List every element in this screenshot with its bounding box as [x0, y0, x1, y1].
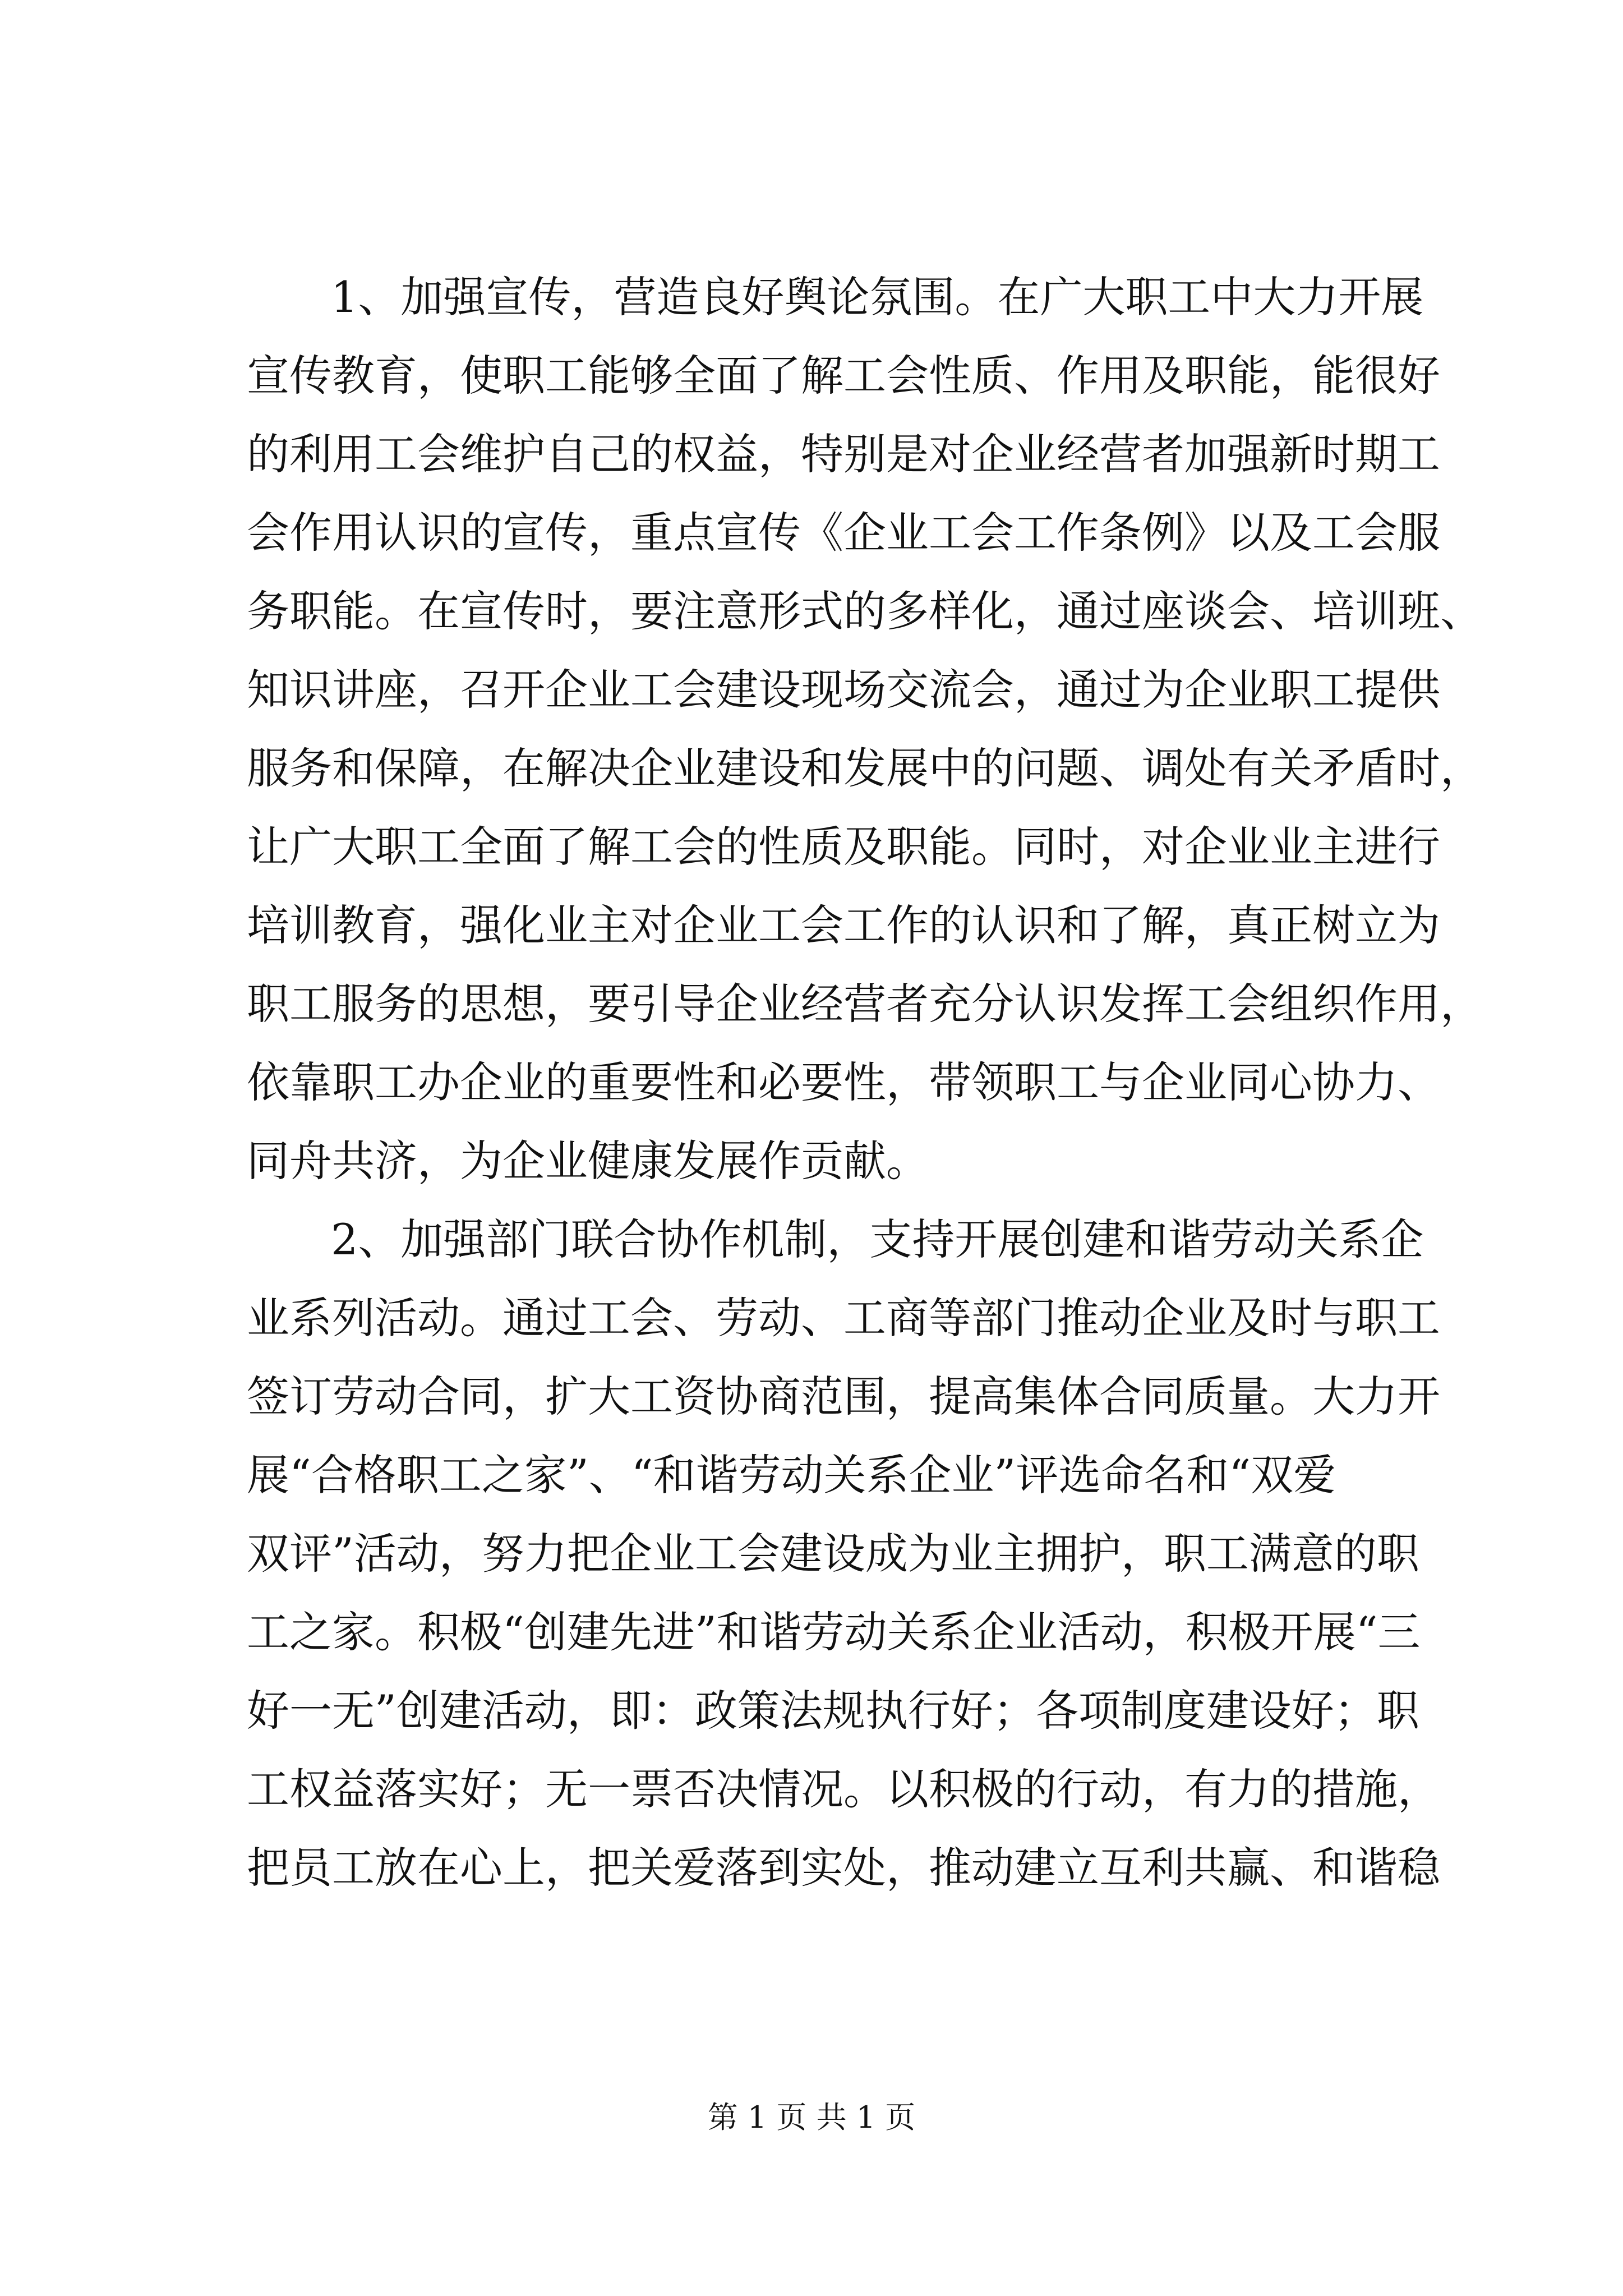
paragraph-2-line: 签订劳动合同，扩大工资协商范围，提高集体合同质量。大力开 [247, 1372, 1440, 1421]
page-footer: 第 1 页 共 1 页 [707, 2100, 916, 2135]
paragraph-1-line: 服务和保障，在解决企业建设和发展中的问题、调处有关矛盾时， [247, 743, 1483, 793]
paragraph-1-line: 职工服务的思想，要引导企业经营者充分认识发挥工会组织作用， [247, 979, 1483, 1029]
paragraph-1-line: 1、加强宣传，营造良好舆论氛围。在广大职工中大力开展 [331, 272, 1424, 322]
paragraph-1-line: 让广大职工全面了解工会的性质及职能。同时，对企业业主进行 [247, 822, 1440, 872]
paragraph-2-line: 业系列活动。通过工会、劳动、工商等部门推动企业及时与职工 [247, 1293, 1440, 1343]
paragraph-1-line: 依靠职工办企业的重要性和必要性，带领职工与企业同心协力、 [247, 1057, 1440, 1107]
paragraph-1-line: 知识讲座，召开企业工会建设现场交流会，通过为企业职工提供 [247, 665, 1440, 715]
paragraph-2-line: 2、加强部门联合协作机制，支持开展创建和谐劳动关系企 [331, 1214, 1424, 1264]
paragraph-1-line: 同舟共济，为企业健康发展作贡献。 [247, 1136, 929, 1186]
paragraph-1-line: 会作用认识的宣传，重点宣传《企业工会工作条例》以及工会服 [247, 508, 1440, 558]
paragraph-2-line: 把员工放在心上，把关爱落到实处，推动建立互利共赢、和谐稳 [247, 1843, 1440, 1893]
paragraph-2-line: 好一无”创建活动，即：政策法规执行好；各项制度建设好；职 [247, 1686, 1419, 1736]
paragraph-2-line: 工权益落实好；无一票否决情况。以积极的行动，有力的措施， [247, 1764, 1440, 1814]
paragraph-1-line: 务职能。在宣传时，要注意形式的多样化，通过座谈会、培训班、 [247, 586, 1483, 636]
paragraph-1-line: 宣传教育，使职工能够全面了解工会性质、作用及职能，能很好 [247, 351, 1440, 401]
paragraph-1-line: 的利用工会维护自己的权益，特别是对企业经营者加强新时期工 [247, 429, 1440, 479]
paragraph-2-line: 双评”活动，努力把企业工会建设成为业主拥护，职工满意的职 [247, 1529, 1419, 1579]
paragraph-1-line: 培训教育，强化业主对企业工会工作的认识和了解，真正树立为 [247, 900, 1440, 950]
paragraph-2-line: 展“合格职工之家”、“和谐劳动关系企业”评选命名和“双爱 [247, 1450, 1336, 1500]
paragraph-2-line: 工之家。积极“创建先进”和谐劳动关系企业活动，积极开展“三 [247, 1607, 1421, 1657]
